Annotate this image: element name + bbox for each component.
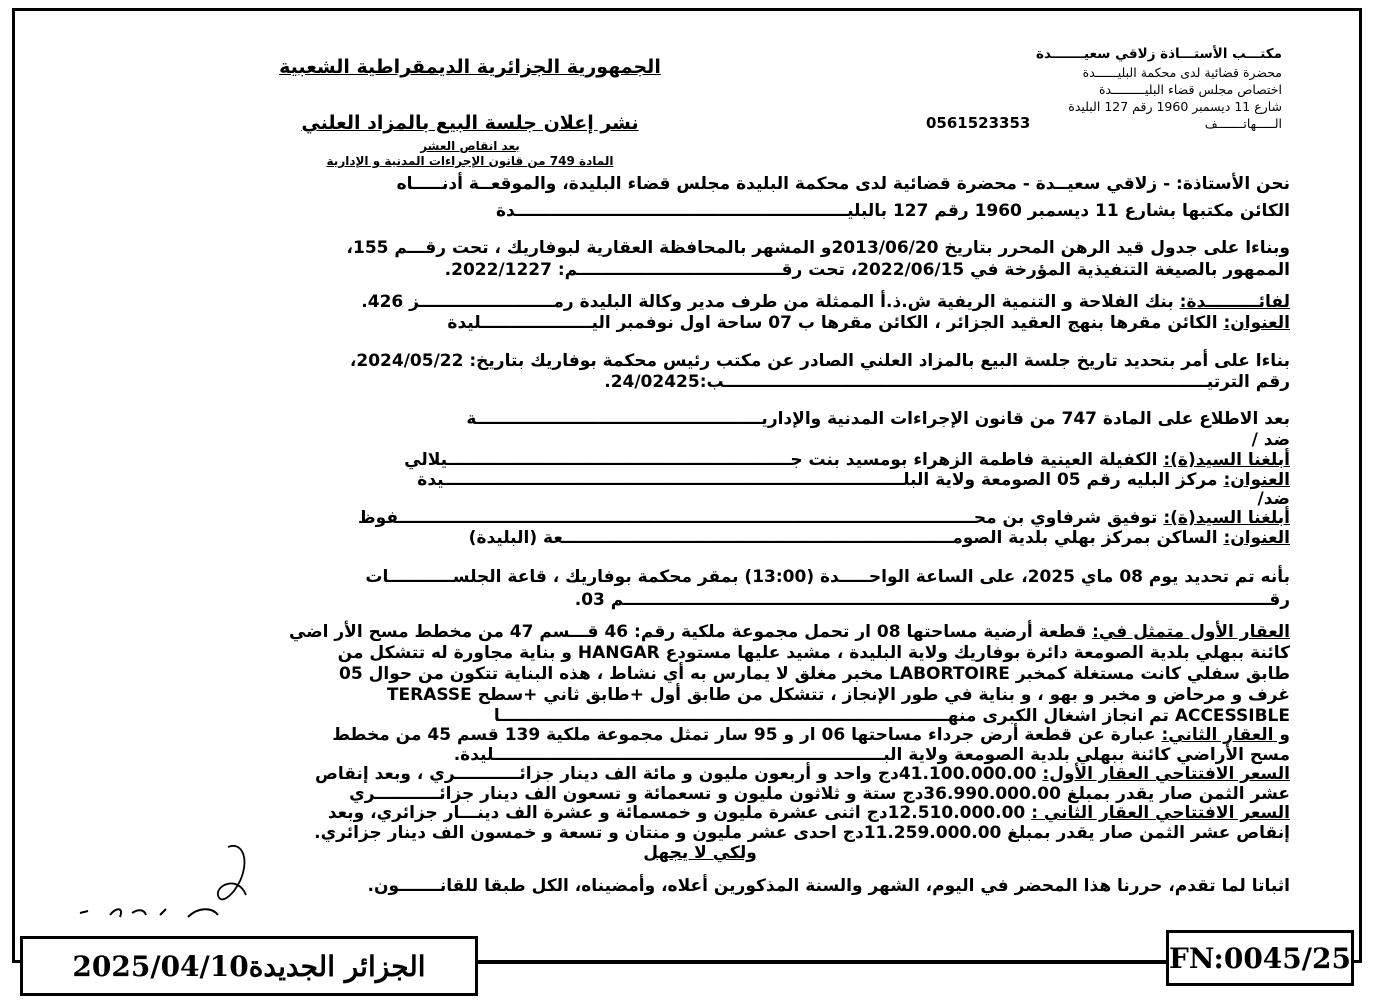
notified-person-1-address: مركز البليه رقم 05 الصومعة ولاية البلـــــــــــــــــــــــــــــــــــــــــــــــــــــــــــــــــــــــــــــــيدة bbox=[417, 470, 1218, 490]
notified-person-1-address-label: العنوان: bbox=[1223, 470, 1290, 490]
property-1-label: العقار الأول متمثل في: bbox=[1092, 622, 1290, 642]
office-address: شارع 11 ديسمبر 1960 رقم 127 البليدة bbox=[1068, 99, 1282, 114]
property-2-line-1 bbox=[76, 725, 1290, 745]
legal-article: المادة 749 من قانون الإجراءات المدنية و الإدارية bbox=[326, 154, 614, 168]
court-order: بناءا على أمر بتحديد تاريخ جلسة البيع بالمزاد العلني الصادر عن مكتب رئيس محكمة بوفاريك بتاريخ: 2024/05/22، bbox=[349, 351, 1290, 371]
property-2-label: و العقار الثاني: bbox=[1161, 725, 1290, 745]
beneficiary-address-value: الكائن مقرها بنهج العقيد الجزائر ، الكائن مقرها ب 07 ساحة اول نوفمبر اليـــــــــــــــــــليدة bbox=[447, 313, 1218, 333]
office-phone-number: 0561523353 bbox=[926, 114, 1031, 132]
notified-person-1-label: أبلغنا السيد(ة): bbox=[1163, 450, 1290, 470]
footer-divider bbox=[470, 961, 1191, 964]
notified-person-2-address: الساكن بمركز بهلي بلدية الصومـــــــــــــــــــــــــــــــــــــــــــــــــــــــــــــــــــعة (البليدة) bbox=[468, 528, 1218, 548]
signature-icon bbox=[70, 835, 270, 925]
enforcement-formula: الممهور بالصيغة التنفيذية المؤرخة في 2022/06/15، تحت رقـــــــــــــــــــــــــــــــــــم: 2022/1227. bbox=[444, 260, 1290, 280]
property-2-desc: عبارة عن قطعة أرض جرداء مساحتها 06 ار و 95 سار تمثل مجموعة ملكية 139 قسم 45 من مخطط bbox=[332, 725, 1156, 745]
price-1-value: 41.100.000.00دج واحد و أربعون مليون و مائة الف دينار جزائـــــــــــري ، وبعد إنقاص bbox=[314, 764, 1037, 784]
bailiff-address: الكائن مكتبها بشارع 11 ديسمبر 1960 رقم 127 بالبليـــــــــــــــــــــــــــــــــــــــــــــــــــــــــدة bbox=[496, 201, 1290, 221]
beneficiary-address-label: العنوان: bbox=[1223, 313, 1290, 333]
final-statement: اثباتا لما تقدم، حررنا هذا المحضر في اليوم، الشهر والسنة المذكورين أعلاه، وأمضيناه، الكل طبقا للقانـــــــون. bbox=[367, 876, 1290, 896]
price-2-label: السعر الافتتاحي العقار الثاني : bbox=[1031, 803, 1290, 823]
price-2-line-1 bbox=[76, 803, 1290, 823]
notice-subtitle: بعد انقاص العشر bbox=[420, 139, 520, 153]
beneficiary-address-line bbox=[76, 313, 1290, 333]
order-number: رقم الترتيـــــــــــــــــــــــــــــــــــــــــــــــــــــــــــــــــــــــــــــــــــب:24/02425. bbox=[604, 372, 1290, 392]
hearing-date: بأنه تم تحديد يوم 08 ماي 2025، على الساعة الواحـــــدة (13:00) بمقر محكمة بوفاريك ، قاعة الجلســـــــــــات bbox=[365, 567, 1290, 587]
closing-phrase: ولكي لا يجهل bbox=[643, 843, 757, 863]
beneficiary-label: لفائـــــــــدة: bbox=[1179, 292, 1290, 312]
price-2-value: 12.510.000.00دج اثنى عشرة مليون و خمسمائة و عشرة الف دينـــار جزائري، وبعد bbox=[327, 803, 1026, 823]
property-1-line-2: كائنة ببهلي بلدية الصومعة دائرة بوفاريك ولاية البليدة ، مشيد عليها مستودع HANGAR و بناية مجاورة له تتشكل من bbox=[337, 643, 1290, 663]
notified-person-2-line bbox=[76, 508, 1290, 528]
property-1-line-5: ACCESSIBLE تم انجاز اشغال الكبرى منهـــــــــــــــــــــــــــــــــــــــــــــــــــــــــــــــــــــــــــــا bbox=[493, 706, 1290, 726]
notified-person-1-name: الكفيلة العينية فاطمة الزهراء بومسيد بنت جـــــــــــــــــــــــــــــــــــــــــــــــــــــــــــيلالي bbox=[404, 450, 1158, 470]
against-2: ضد/ bbox=[1257, 489, 1290, 509]
notified-person-1-line bbox=[76, 450, 1290, 470]
republic-heading: الجمهورية الجزائرية الديمقراطية الشعبية bbox=[279, 56, 661, 78]
notified-person-2-address-label: العنوان: bbox=[1223, 528, 1290, 548]
file-number-box: FN:0045/25 bbox=[1166, 930, 1354, 986]
property-1-line-1 bbox=[76, 622, 1290, 642]
newspaper-date-box: الجزائر الجديدة2025/04/10 bbox=[20, 936, 478, 996]
notified-person-2-address-line bbox=[76, 528, 1290, 548]
bailiff-intro: نحن الأستاذة: - زلاقي سعيــدة - محضرة قضائية لدى محكمة البليدة مجلس قضاء البليدة، والموقعــة أدنـــــاه bbox=[396, 174, 1290, 194]
beneficiary-value: بنك الفلاحة و التنمية الريفية ش.ذ.أ الممثلة من طرف مدير وكالة البليدة رمـــــــــــــــــــــــز 426. bbox=[361, 292, 1174, 312]
office-name: مكتـــب الأستـــاذة زلاقي سعيـــــــدة bbox=[1035, 46, 1282, 62]
legal-basis: بعد الاطلاع على المادة 747 من قانون الإجراءات المدنية والإداريـــــــــــــــــــــــــــــــــــــــــــــــــة bbox=[466, 409, 1290, 429]
beneficiary-line bbox=[76, 292, 1290, 312]
property-1-line-4: غرف و مرحاض و مخبر و بهو ، و بناية في طور الإنجاز ، تتشكل من طابق أول +طابق ثاني +سطح TERASSE bbox=[386, 685, 1290, 705]
notice-title: نشر إعلان جلسة البيع بالمزاد العلني bbox=[301, 112, 639, 134]
price-2-line-2: إنقاص عشر الثمن صار يقدر بمبلغ 11.259.000.00دج احدى عشر مليون و منتان و تسعة و خمسون الف دينار جزائري. bbox=[314, 823, 1290, 843]
notified-person-2-label: أبلغنا السيد(ة): bbox=[1163, 508, 1290, 528]
against-1: ضد / bbox=[1251, 430, 1290, 450]
office-phone-label: الـــــهاتـــــــف bbox=[1204, 116, 1282, 131]
office-jurisdiction: اختصاص مجلس قضاء البليـــــــــدة bbox=[1098, 82, 1282, 97]
hearing-room: رقـــــــــــــــــــــــــــــــــــــــــــــــــــــــــــــــــــــــــــــــــــــــــــــــــــــــــــــــم 03. bbox=[574, 590, 1290, 610]
price-1-line-1 bbox=[76, 764, 1290, 784]
property-1-line-3: طابق سفلي كانت مستغلة كمخبر LABORTOIRE مخبر مغلق لا يمارس به أي نشاط ، هذه البناية تتكون من حوال 05 bbox=[339, 664, 1290, 684]
notified-person-2-name: توفيق شرفاوي بن محـــــــــــــــــــــــــــــــــــــــــــــــــــــــــــــــــــــــــــــــــــــــــــــــــــفوظ bbox=[358, 508, 1158, 528]
mortgage-record: وبناءا على جدول قيد الرهن المحرر بتاريخ 2013/06/20و المشهر بالمحافظة العقارية لبوفاريك ، تحت رقـــم 155، bbox=[346, 238, 1290, 258]
price-1-line-2: عشر الثمن صار يقدر بمبلغ 36.990.000.00دج ستة و ثلاثون مليون و تسعمائة و تسعون الف دينار جزائـــــــــــري bbox=[349, 784, 1290, 804]
price-1-label: السعر الافتتاحي العقار الأول: bbox=[1042, 764, 1290, 784]
notified-person-1-address-line bbox=[76, 470, 1290, 490]
office-role: محضرة قضائية لدى محكمة البليــــــدة bbox=[1082, 65, 1282, 80]
property-1-desc: قطعة أرضية مساحتها 08 ار تحمل مجموعة ملكية رقم: 46 قـــسم 47 من مخطط مسح الأر اضي bbox=[289, 622, 1087, 642]
property-2-line-2: مسح الأراضي كائنة ببهلي بلدية الصومعة ولاية البـــــــــــــــــــــــــــــــــــــــــــــــــــــــــــــــــــليدة. bbox=[453, 745, 1290, 765]
